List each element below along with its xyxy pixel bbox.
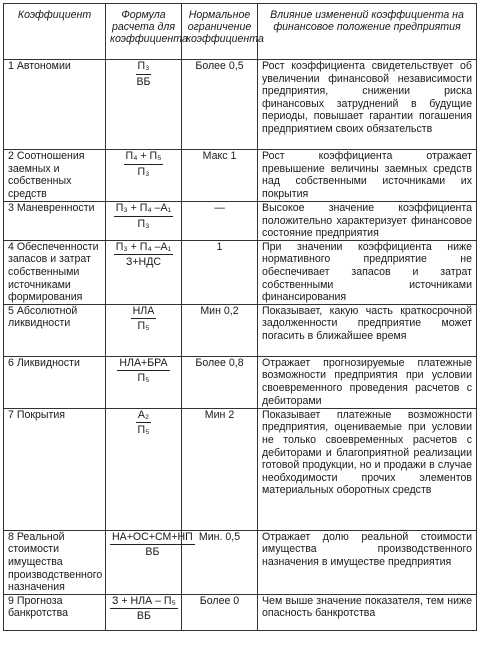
formula-denominator: П₅ bbox=[137, 424, 150, 437]
table-row bbox=[4, 530, 477, 594]
formula-numerator: З + НЛА – П₅ bbox=[110, 595, 178, 610]
effect-text: Чем выше значение показателя, тем ниже опасность банкротства bbox=[258, 594, 477, 630]
header-coefficient: Коэффициент bbox=[4, 4, 106, 60]
formula-fraction bbox=[131, 305, 157, 333]
norm-value: Более 0,5 bbox=[182, 60, 258, 150]
coefficient-name: 7 Покрытия bbox=[4, 408, 106, 530]
formula-numerator: НЛА+БРА bbox=[117, 357, 169, 372]
table-row bbox=[4, 356, 477, 408]
formula-cell bbox=[106, 594, 182, 630]
formula-denominator: П₅ bbox=[137, 320, 150, 333]
formula-cell bbox=[106, 530, 193, 594]
norm-value: Более 0,8 bbox=[182, 356, 258, 408]
norm-value: Мин 2 bbox=[182, 408, 258, 530]
formula-denominator: П₃ bbox=[137, 217, 150, 230]
formula-cell bbox=[106, 356, 182, 408]
table-row bbox=[4, 150, 477, 202]
formula-denominator: ВБ bbox=[145, 546, 160, 559]
coefficient-name: 3 Маневренности bbox=[4, 202, 106, 241]
coefficient-name: 2 Соотношения заемных и собственных средств bbox=[4, 150, 106, 202]
formula-numerator: А₂ bbox=[136, 409, 151, 424]
formula-numerator: НА+ОС+СМ+НП bbox=[110, 531, 195, 546]
header-norm: Нормальное ограничение коэффициента bbox=[182, 4, 258, 60]
formula-cell bbox=[106, 240, 182, 304]
coefficient-name: 5 Абсолютной ликвидности bbox=[4, 304, 106, 356]
formula-numerator: П₄ + П₅ bbox=[124, 150, 164, 165]
table-row bbox=[4, 594, 477, 630]
effect-text: При значении коэффициента ниже нормативного предприятие не обеспечивает запасов и затрат собственными источниками финансирования bbox=[258, 240, 477, 304]
table-row bbox=[4, 60, 477, 150]
effect-text: Показывает платежные возможности предприятия, оцениваемые при условии не только своевременных расчетов с дебиторами и благоприятной реализации готовой продукции, но и продажи в случае необходимости прочих элементов материальных оборотных средств bbox=[258, 408, 477, 530]
formula-denominator: З+НДС bbox=[125, 256, 162, 269]
formula-fraction bbox=[136, 60, 152, 88]
formula-cell bbox=[106, 60, 182, 150]
formula-numerator: П₃ bbox=[136, 60, 152, 75]
header-formula: Формула расчета для коэффициента bbox=[106, 4, 182, 60]
norm-value: — bbox=[182, 202, 258, 241]
coefficients-table bbox=[3, 3, 477, 631]
coefficient-name: 1 Автономии bbox=[4, 60, 106, 150]
formula-numerator: П₃ + П₄ –А₁ bbox=[114, 241, 173, 256]
coefficient-name: 4 Обеспеченности запасов и затрат собственными источниками формирования bbox=[4, 240, 106, 304]
norm-value: Мин 0,2 bbox=[182, 304, 258, 356]
formula-denominator: П₃ bbox=[137, 165, 150, 178]
table-row bbox=[4, 202, 477, 241]
formula-cell bbox=[106, 150, 182, 202]
header-effect: Влияние изменений коэффициента на финансовое положение предприятия bbox=[258, 4, 477, 60]
coefficient-name: 9 Прогноза банкротства bbox=[4, 594, 106, 630]
norm-value: Макс 1 bbox=[182, 150, 258, 202]
formula-cell bbox=[106, 202, 182, 241]
formula-fraction bbox=[124, 150, 164, 178]
formula-fraction bbox=[110, 531, 195, 559]
formula-denominator: П₅ bbox=[137, 372, 150, 385]
table-row bbox=[4, 240, 477, 304]
effect-text: Отражает долю реальной стоимости имущества производственного назначения в имуществе предприятия bbox=[258, 530, 477, 594]
table-row bbox=[4, 304, 477, 356]
effect-text: Рост коэффициента отражает превышение величины заемных средств над собственными источниками их покрытия bbox=[258, 150, 477, 202]
formula-numerator: П₃ + П₄ –А₁ bbox=[114, 202, 173, 217]
table-row bbox=[4, 408, 477, 530]
effect-text: Отражает прогнозируемые платежные возможности предприятия при условии своевременного проведения расчетов с дебиторами bbox=[258, 356, 477, 408]
formula-fraction bbox=[114, 202, 173, 230]
formula-fraction bbox=[110, 595, 178, 623]
table-header-row bbox=[4, 4, 477, 60]
formula-numerator: НЛА bbox=[131, 305, 157, 320]
formula-fraction bbox=[117, 357, 169, 385]
coefficient-name: 6 Ликвидности bbox=[4, 356, 106, 408]
effect-text: Рост коэффициента свидетельствует об увеличении финансовой независимости предприятия, снижении риска финансовых затруднений в будущие периоды, повышает гарантии погашения предприятием своих обязательств bbox=[258, 60, 477, 150]
effect-text: Показывает, какую часть краткосрочной задолженности предприятие может погасить в ближайшее время bbox=[258, 304, 477, 356]
formula-fraction bbox=[136, 409, 151, 437]
formula-denominator: ВБ bbox=[136, 75, 151, 88]
norm-value: 1 bbox=[182, 240, 258, 304]
norm-value: Мин. 0,5 bbox=[182, 530, 258, 594]
formula-cell bbox=[106, 304, 182, 356]
formula-cell bbox=[106, 408, 182, 530]
effect-text: Высокое значение коэффициента положительно характеризует финансовое состояние предприятия bbox=[258, 202, 477, 241]
norm-value: Более 0 bbox=[182, 594, 258, 630]
formula-denominator: ВБ bbox=[136, 610, 151, 623]
formula-fraction bbox=[114, 241, 173, 269]
coefficient-name: 8 Реальной стоимости имущества производственного назначения bbox=[4, 530, 106, 594]
